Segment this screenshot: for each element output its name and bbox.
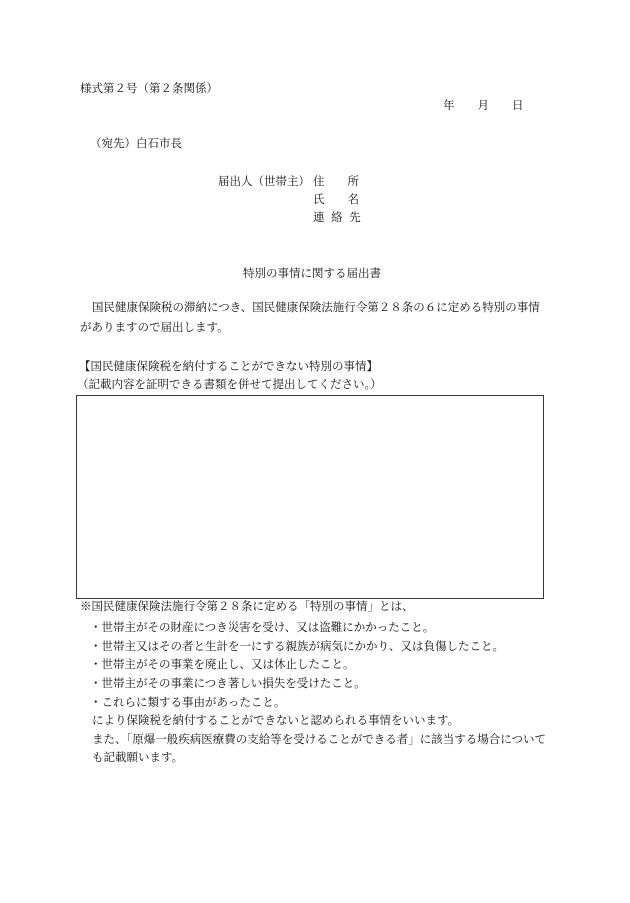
applicant-label: 届出人（世帯主）: [218, 174, 310, 188]
list-item: ・世帯主がその事業につき著しい損失を受けたこと。: [90, 676, 366, 690]
address-label: 住 所: [313, 174, 359, 188]
addressee: （宛先）白石市長: [90, 136, 182, 150]
date-line: 年 月 日: [443, 98, 524, 112]
section-instruction: （記載内容を証明できる書類を併せて提出してください。）: [77, 377, 382, 391]
notes-closing: により保険税を納付することができないと認められる事情をいいます。: [92, 713, 460, 727]
notes-additional-line: も記載願います。: [92, 750, 184, 764]
section-heading: 【国民健康保険税を納付することができない特別の事情】: [79, 359, 378, 373]
list-item: ・これらに類する事由があったこと。: [90, 695, 286, 709]
intro-line: 国民健康保険税の滞納につき、国民健康保険法施行令第２８条の６に定める特別の事情: [92, 300, 540, 314]
intro-line: がありますので届出します。: [80, 320, 229, 334]
list-item: ・世帯主がその事業を廃止し、又は休止したこと。: [90, 657, 355, 671]
list-item: ・世帯主がその財産につき災害を受け、又は盗難にかかったこと。: [90, 620, 435, 634]
notes-intro: ※国民健康保険法施行令第２８条に定める「特別の事情」とは、: [80, 599, 414, 613]
document-title: 特別の事情に関する届出書: [243, 266, 381, 280]
notes-additional-line: また、「原爆一般疾病医療費の支給等を受けることができる者」に該当する場合について: [92, 732, 547, 746]
form-number: 様式第２号（第２条関係）: [80, 81, 218, 95]
circumstances-entry-box: [76, 395, 544, 599]
name-label: 氏 名: [313, 192, 359, 206]
list-item: ・世帯主又はその者と生計を一にする親族が病気にかかり、又は負傷したこと。: [90, 639, 504, 653]
contact-label: 連 絡 先: [313, 210, 363, 224]
